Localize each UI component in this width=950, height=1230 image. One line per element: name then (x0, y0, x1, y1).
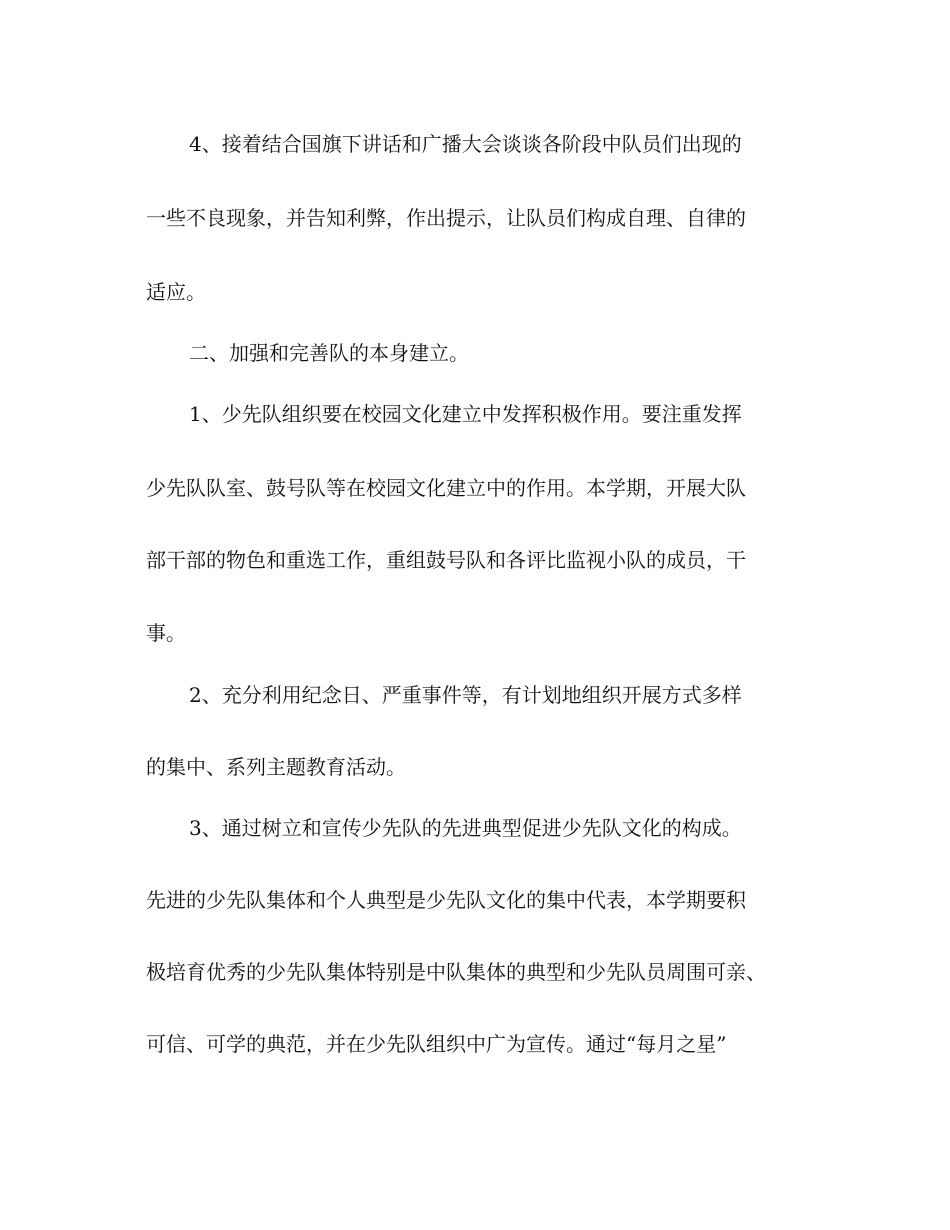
paragraph-line: 2、充分利用纪念日、严重事件等，有计划地组织开展方式多样 (189, 683, 742, 707)
paragraph-line: 部干部的物色和重选工作，重组鼓号队和各评比监视小队的成员，干 (146, 548, 746, 572)
paragraph-line: 4、接着结合国旗下讲话和广播大会谈谈各阶段中队员们出现的 (189, 132, 742, 156)
paragraph-line: 极培育优秀的少先队集体特别是中队集体的典型和少先队员周围可亲、 (146, 960, 766, 984)
section-heading: 二、加强和完善队的本身建立。 (189, 341, 469, 365)
paragraph-line: 可信、可学的典范，并在少先队组织中广为宣传。通过“每月之星” (146, 1032, 727, 1056)
paragraph-line: 少先队队室、鼓号队等在校园文化建立中的作用。本学期，开展大队 (146, 476, 746, 500)
paragraph-line: 1、少先队组织要在校园文化建立中发挥积极作用。要注重发挥 (189, 402, 742, 426)
paragraph-line: 3、通过树立和宣传少先队的先进典型促进少先队文化的构成。 (189, 816, 742, 840)
paragraph-line: 适应。 (146, 280, 206, 304)
paragraph-line: 先进的少先队集体和个人典型是少先队文化的集中代表，本学期要积 (146, 888, 746, 912)
paragraph-line: 事。 (146, 621, 186, 645)
paragraph-line: 的集中、系列主题教育活动。 (146, 755, 406, 779)
paragraph-line: 一些不良现象，并告知利弊，作出提示，让队员们构成自理、自律的 (146, 206, 746, 230)
